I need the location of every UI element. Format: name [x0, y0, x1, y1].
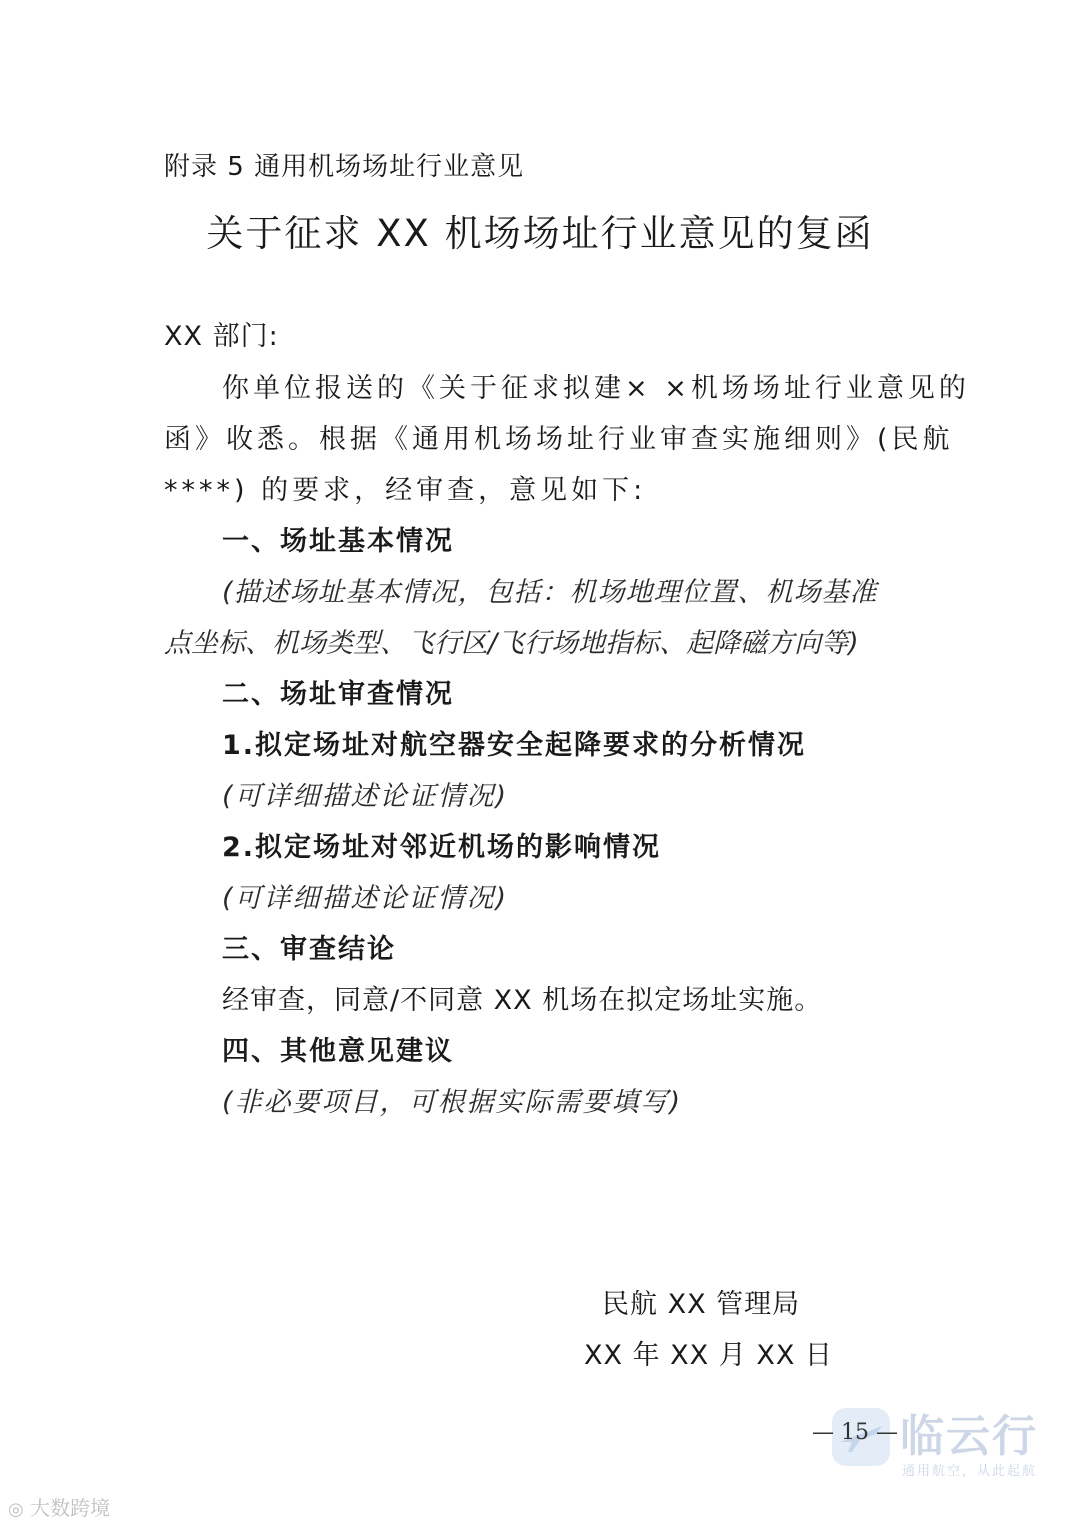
signature-date: XX 年 XX 月 XX 日: [584, 1340, 833, 1371]
intro-line-3: ****) 的要求，经审查，意见如下:: [164, 475, 647, 506]
watermark-brand: 临云行: [900, 1411, 1038, 1462]
document-title: 关于征求 XX 机场场址行业意见的复函: [206, 212, 874, 255]
section-3-heading: 三、审查结论: [222, 934, 396, 965]
section-4-note: (非必要项目，可根据实际需要填写): [222, 1087, 683, 1118]
appendix-label: 附录 5 通用机场场址行业意见: [164, 152, 525, 182]
salutation: XX 部门:: [164, 321, 279, 352]
intro-line-2: 函》收悉。根据《通用机场场址行业审查实施细则》(民航: [164, 424, 954, 455]
section-1-note-line-1: (描述场址基本情况，包括：机场地理位置、机场基准: [222, 577, 878, 608]
section-1-heading: 一、场址基本情况: [222, 526, 454, 557]
watermark-bottom-text: 大数跨境: [30, 1496, 111, 1520]
section-1-note-line-2: 点坐标、机场类型、飞行区/飞行场地指标、起降磁方向等): [164, 628, 859, 659]
section-2-sub2-heading: 2.拟定场址对邻近机场的影响情况: [222, 832, 662, 863]
watermark-slogan: 通用航空，从此起航: [902, 1464, 1038, 1479]
section-2-sub1-heading: 1.拟定场址对航空器安全起降要求的分析情况: [222, 730, 807, 761]
section-2-heading: 二、场址审查情况: [222, 679, 454, 710]
watermark-bottom-left: [8, 1492, 110, 1521]
section-4-heading: 四、其他意见建议: [222, 1036, 454, 1067]
section-2-sub1-note: (可详细描述论证情况): [222, 781, 509, 812]
page-number: — 15 —: [812, 1420, 898, 1445]
signature-org: 民航 XX 管理局: [602, 1289, 801, 1320]
weibo-icon: ◎: [8, 1499, 24, 1520]
section-3-text: 经审查，同意/不同意 XX 机场在拟定场址实施。: [222, 985, 823, 1016]
section-2-sub2-note: (可详细描述论证情况): [222, 883, 509, 914]
intro-line-1: 你单位报送的《关于征求拟建× ×机场场址行业意见的: [222, 373, 970, 404]
